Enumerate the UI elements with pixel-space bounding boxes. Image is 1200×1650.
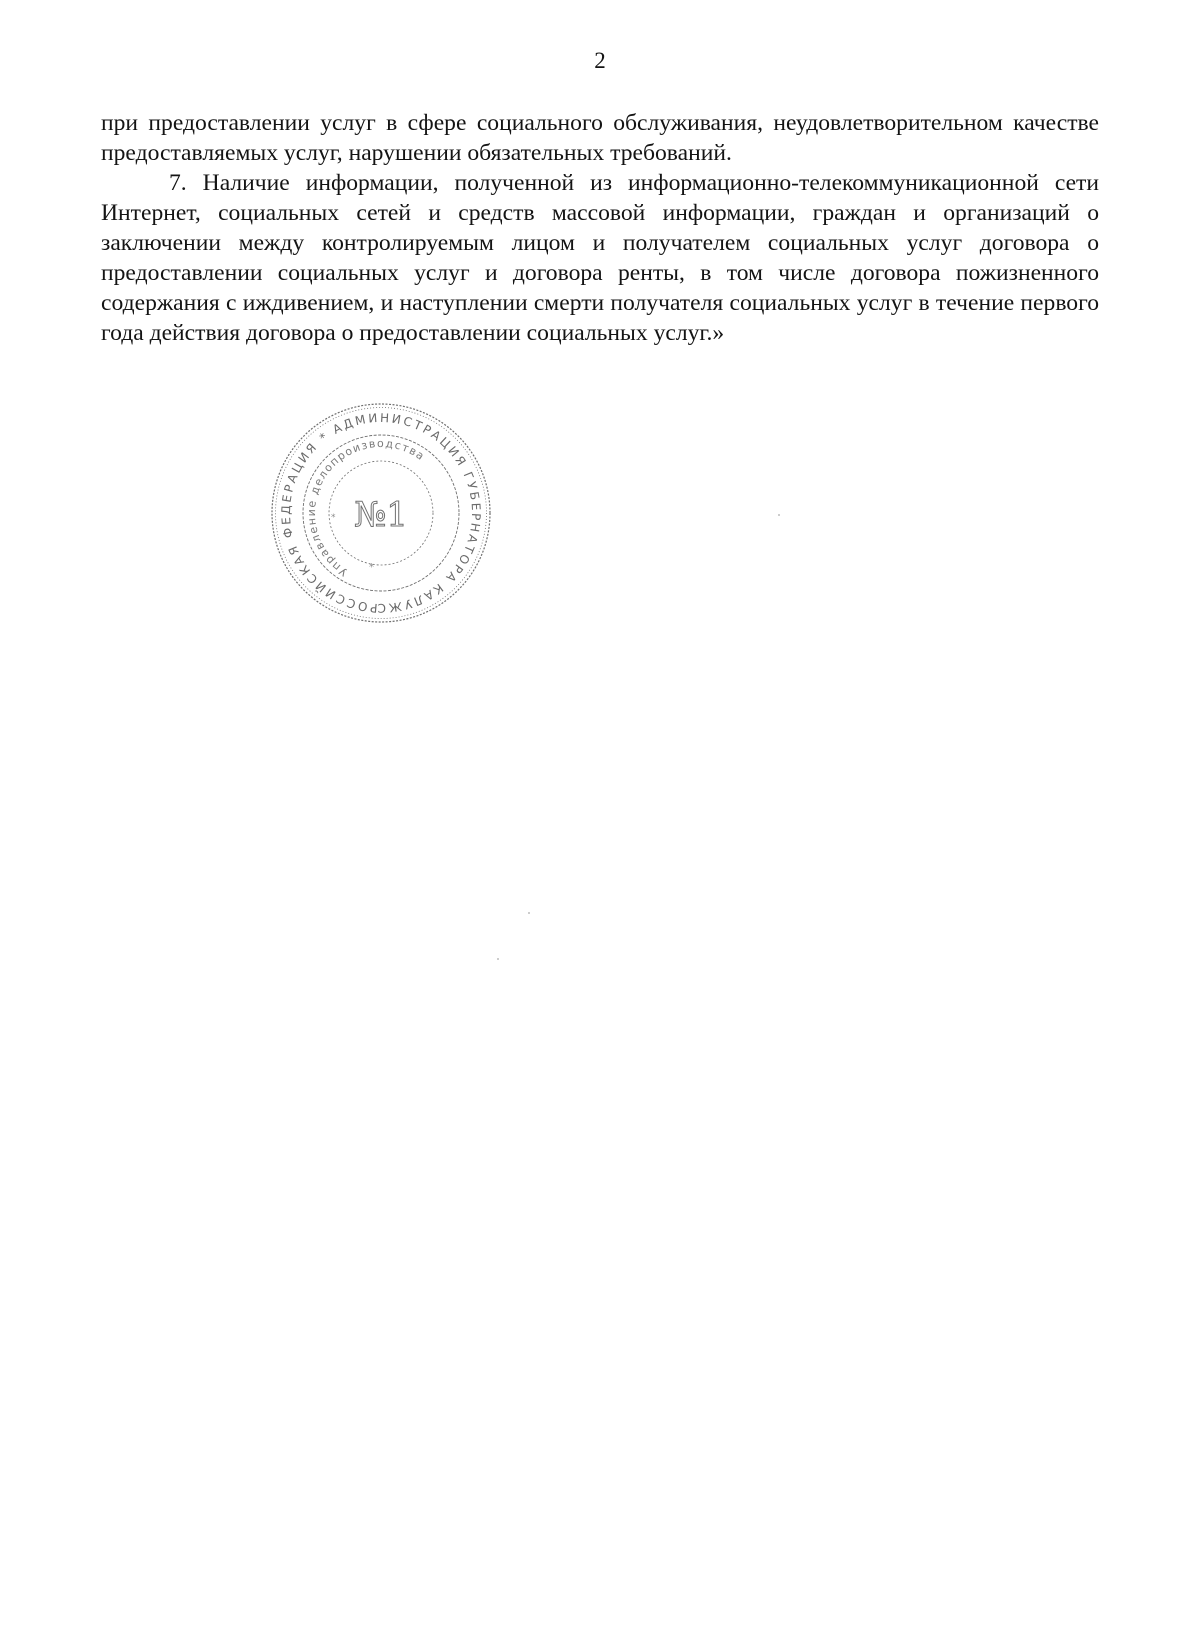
paragraph-item-7: 7. Наличие информации, полученной из информационно-телекоммуникационной сети Интернет, социальных сетей и средств массовой информации, граждан и организаций о заключении между контролируемым лицом и получателем социальных услуг договора о предоставлении социальных услуг и договора ренты, в том числе договора пожизненного содержания с иждивением, и наступлении смерти получателя социальных услуг в течение первого года действия договора о предоставлении социальных услуг.» bbox=[101, 170, 1099, 346]
seal-star-icon: * bbox=[369, 562, 374, 573]
seal-inner-text: Управление делопроизводства bbox=[304, 436, 428, 579]
scan-speck bbox=[778, 514, 780, 516]
scan-speck bbox=[497, 958, 499, 960]
seal-star-icon: * bbox=[331, 513, 336, 523]
official-seal-stamp bbox=[268, 400, 494, 626]
seal-graphic bbox=[268, 400, 494, 626]
paragraph-continuation: при предоставлении услуг в сфере социального обслуживания, неудовлетворительном качестве предоставляемых услуг, нарушении обязательных требований. bbox=[101, 110, 1099, 166]
seal-outer-text: РОССИЙСКАЯ ФЕДЕРАЦИЯ * АДМИНИСТРАЦИЯ ГУБЕРНАТОРА КАЛУЖСКОЙ bbox=[278, 410, 484, 616]
scan-speck bbox=[528, 912, 530, 914]
document-body bbox=[101, 108, 1099, 348]
seal-center-number: №1 bbox=[354, 495, 408, 535]
page-number: 2 bbox=[594, 48, 606, 73]
